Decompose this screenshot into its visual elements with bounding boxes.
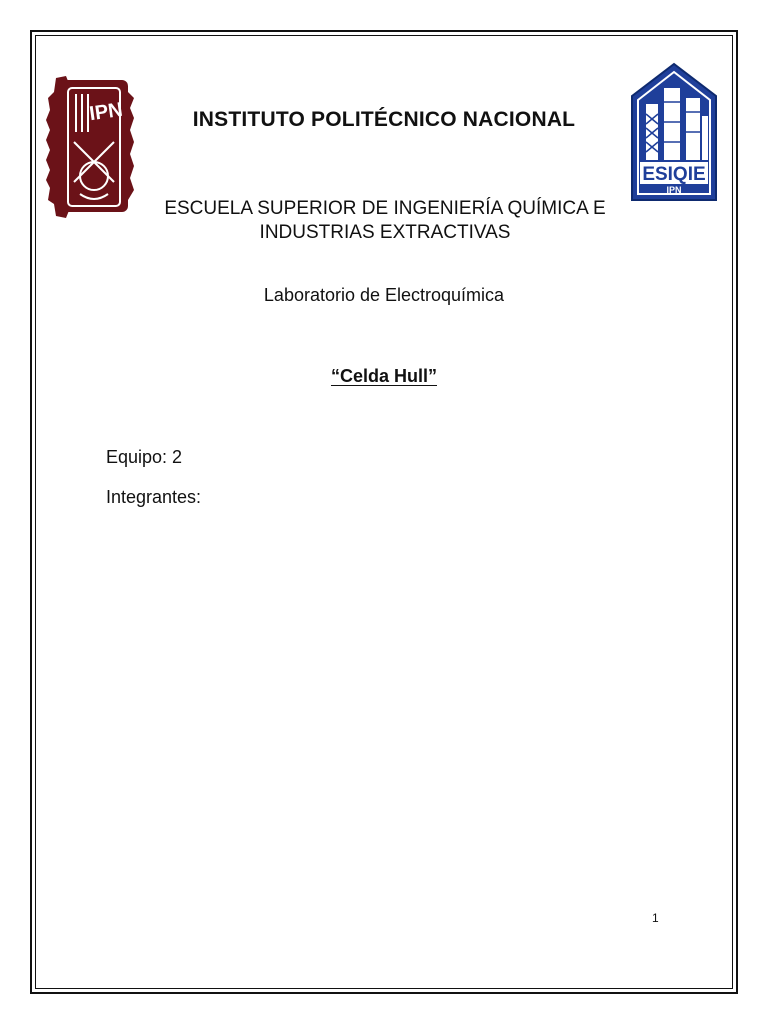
- school-name-line-2: INDUSTRIAS EXTRACTIVAS: [259, 222, 511, 243]
- svg-text:IPN: IPN: [666, 185, 682, 195]
- svg-text:IPN: IPN: [87, 98, 125, 126]
- report-title: “Celda Hull”: [330, 366, 437, 386]
- institution-title: INSTITUTO POLITÉCNICO NACIONAL: [192, 108, 576, 131]
- members-label: Integrantes:: [106, 487, 202, 507]
- lab-name: Laboratorio de Electroquímica: [263, 285, 505, 305]
- ipn-seal-icon: [46, 72, 134, 222]
- team-number: Equipo: 2: [106, 447, 183, 467]
- school-name: [140, 197, 630, 245]
- svg-text:ESIQIE: ESIQIE: [642, 164, 706, 185]
- esiqie-logo-icon: [626, 62, 722, 202]
- school-name-line-1: ESCUELA SUPERIOR DE INGENIERÍA QUÍMICA E: [164, 198, 606, 219]
- page-number: 1: [652, 911, 659, 925]
